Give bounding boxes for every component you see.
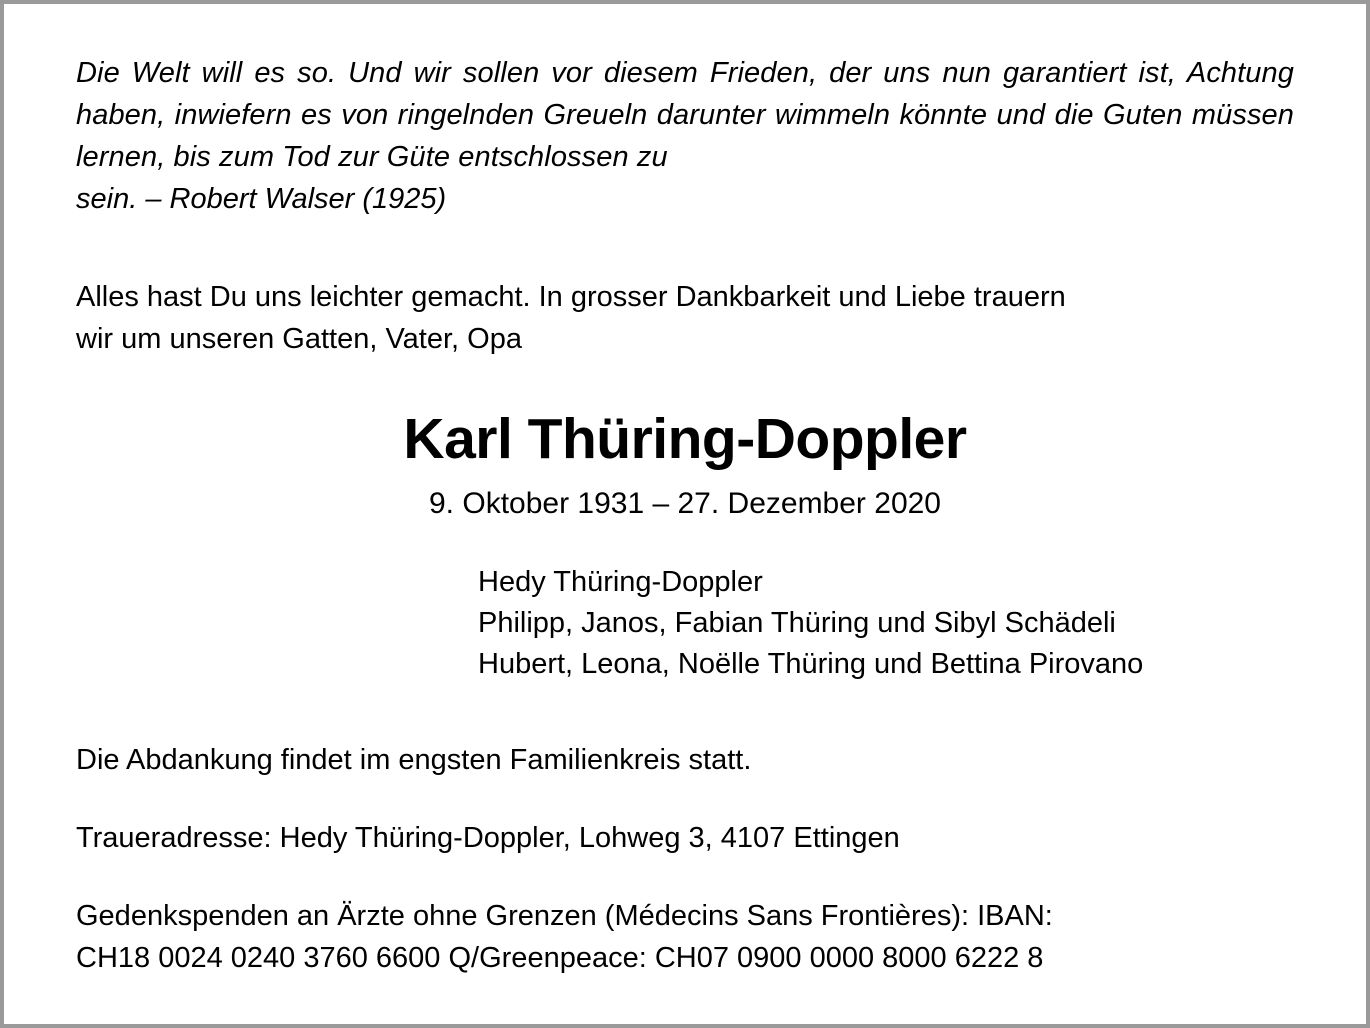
- spacer-details-2: [76, 859, 1294, 895]
- deceased-name: Karl Thüring-Doppler: [403, 407, 967, 471]
- family-member-line: Hubert, Leona, Noëlle Thüring und Bettina Pirovano: [478, 648, 1144, 680]
- ceremony-info: Die Abdankung findet im engsten Familienkreis statt.: [76, 744, 752, 776]
- family-member-line: Hedy Thüring-Doppler: [478, 566, 763, 598]
- intro-line-1: Alles hast Du uns leichter gemacht. In grosser Dankbarkeit und Liebe trauern: [76, 281, 1066, 313]
- intro-line-2: wir um unseren Gatten, Vater, Opa: [76, 323, 522, 355]
- life-dates: 9. Oktober 1931 – 27. Dezember 2020: [429, 487, 941, 520]
- family-list: [76, 562, 1294, 685]
- spacer-details-1: [76, 781, 1294, 817]
- spacer-before-name: [76, 360, 1294, 406]
- spacer-after-quote: [76, 220, 1294, 276]
- quote-attribution: sein. – Robert Walser (1925): [76, 183, 447, 215]
- spacer-before-details: [76, 685, 1294, 739]
- quote-text: Die Welt will es so. Und wir sollen vor diesem Frieden, der uns nun garantiert ist, Achtung haben, inwiefern es von ringelnden Greueln darunter wimmeln könnte und die Guten müssen lernen, bis zum Tod zur Güte entschlossen zu: [76, 57, 1294, 173]
- family-member-line: Philipp, Janos, Fabian Thüring und Sibyl Schädeli: [478, 607, 1116, 639]
- donations-line-2: CH18 0024 0240 3760 6600 Q/Greenpeace: CH07 0900 0000 8000 6222 8: [76, 942, 1044, 974]
- mourning-address: Traueradresse: Hedy Thüring-Doppler, Lohweg 3, 4107 Ettingen: [76, 822, 900, 854]
- donations-line-1: Gedenkspenden an Ärzte ohne Grenzen (Médecins Sans Frontières): IBAN:: [76, 900, 1053, 932]
- spacer-before-family: [76, 526, 1294, 562]
